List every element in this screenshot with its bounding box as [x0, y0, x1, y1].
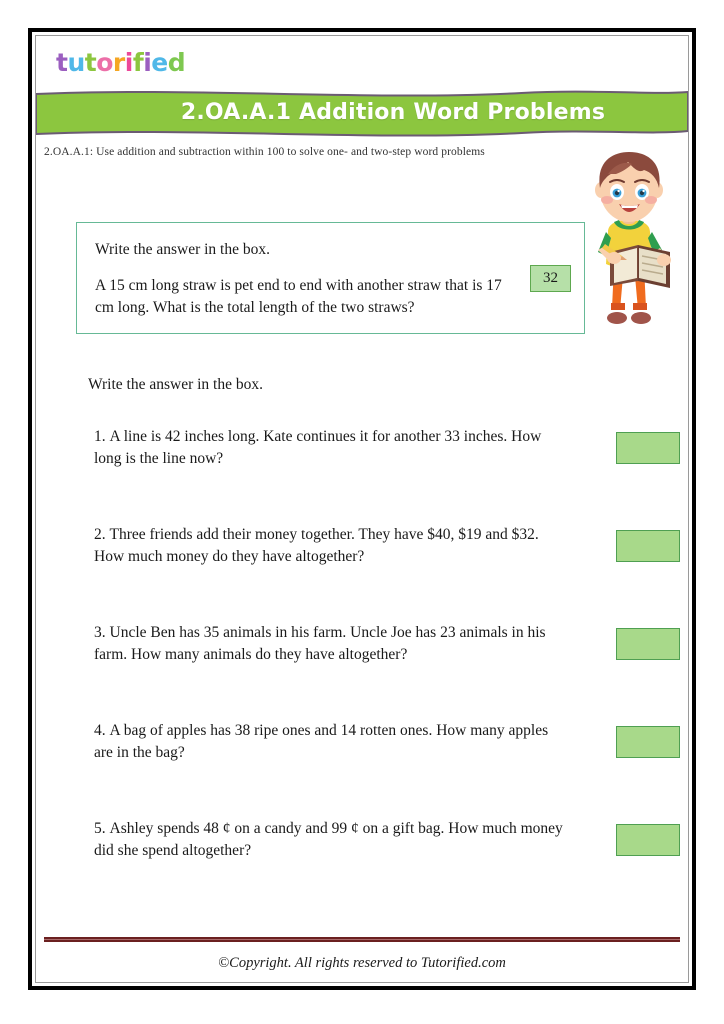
logo-letter-4: r [112, 48, 125, 77]
question-row [94, 816, 686, 914]
example-problem-box [76, 222, 585, 334]
question-text [94, 620, 568, 667]
answer-box[interactable] [616, 432, 680, 464]
logo-letter-2: t [84, 48, 97, 77]
question-number: 4. [94, 722, 106, 739]
logo-letter-0: t [56, 48, 68, 77]
question-number: 1. [94, 428, 106, 445]
example-lead-text: Write the answer in the box. [95, 241, 270, 258]
question-body: A line is 42 inches long. Kate continues it for another 33 inches. How long is the line now? [94, 428, 542, 468]
logo-letter-6: f [132, 48, 144, 77]
question-body: Three friends add their money together. They have $40, $19 and $32. How much money do they have altogether? [94, 526, 539, 566]
logo-letter-9: d [167, 48, 186, 77]
question-row [94, 718, 686, 816]
logo-letter-8: e [151, 48, 168, 77]
copyright-text: ©Copyright. All rights reserved to Tutorified.com [218, 955, 506, 971]
logo-letter-7: i [143, 48, 152, 77]
logo-letter-1: u [67, 48, 85, 77]
question-body: Uncle Ben has 35 animals in his farm. Uncle Joe has 23 animals in his farm. How many animals do they have altogether? [94, 624, 546, 664]
answer-box[interactable] [616, 530, 680, 562]
title-banner [36, 86, 688, 138]
question-number: 3. [94, 624, 106, 641]
answer-box[interactable] [616, 628, 680, 660]
example-answer-box: 32 [530, 265, 571, 292]
question-text [94, 424, 568, 471]
question-body: A bag of apples has 38 ripe ones and 14 rotten ones. How many apples are in the bag? [94, 722, 549, 762]
worksheet-page [35, 35, 689, 983]
answer-box[interactable] [616, 824, 680, 856]
answer-box[interactable] [616, 726, 680, 758]
question-body: Ashley spends 48 ¢ on a candy and 99 ¢ on a gift bag. How much money did she spend altogether? [94, 820, 563, 860]
question-list [94, 424, 686, 914]
logo-letter-5: i [124, 48, 133, 77]
question-number: 5. [94, 820, 106, 837]
worksheet-page-frame [28, 28, 696, 990]
question-row [94, 620, 686, 718]
logo-letter-3: o [96, 48, 113, 77]
boy-reading-book-illustration [578, 148, 680, 348]
question-text [94, 816, 568, 863]
question-text [94, 718, 568, 765]
question-row [94, 424, 686, 522]
banner-title: 2.OA.A.1 Addition Word Problems [180, 99, 606, 125]
question-row [94, 522, 686, 620]
example-problem-text: A 15 cm long straw is pet end to end with another straw that is 17 cm long. What is the total length of the two straws? [95, 277, 502, 316]
instructions-text: Write the answer in the box. [88, 376, 263, 393]
footer-divider [44, 937, 680, 942]
tutorified-logo [56, 48, 185, 77]
standard-description: 2.OA.A.1: Use addition and subtraction within 100 to solve one- and two-step word problems [44, 146, 485, 158]
question-text [94, 522, 568, 569]
question-number: 2. [94, 526, 106, 543]
